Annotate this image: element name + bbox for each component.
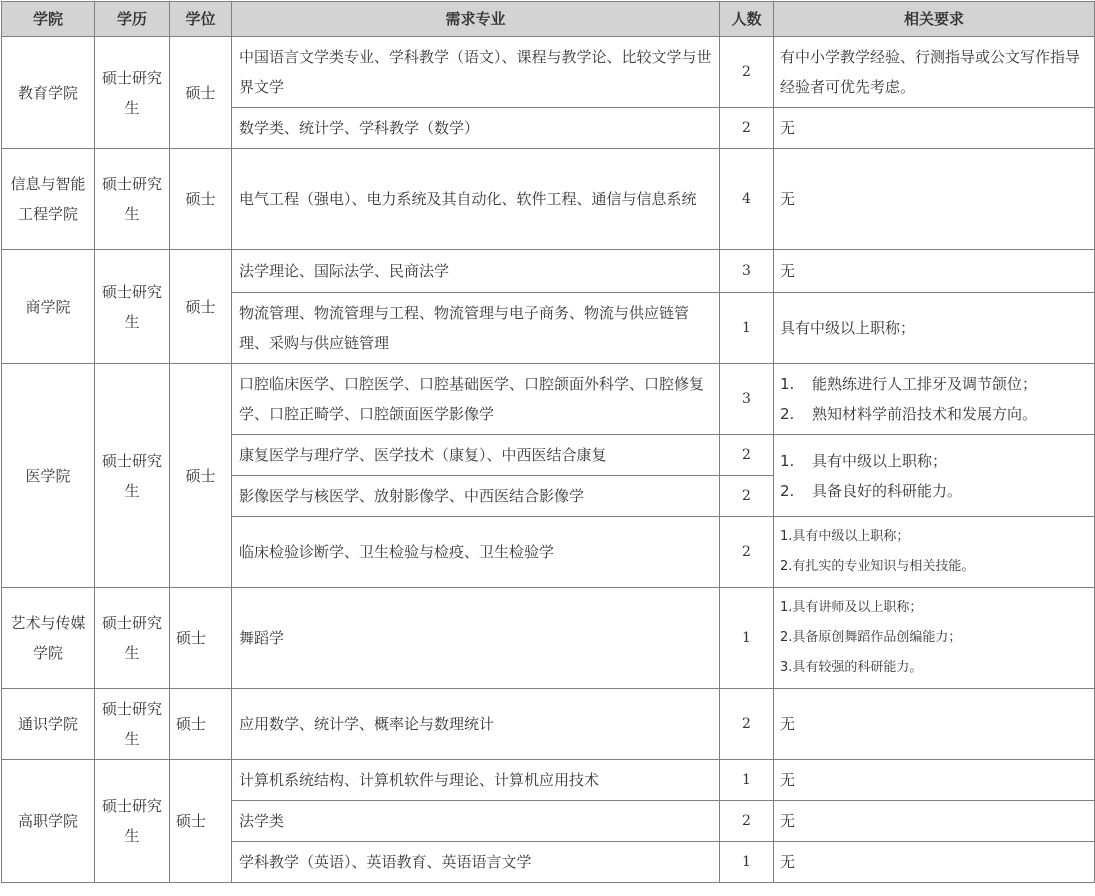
degree-cell: 硕士	[170, 689, 232, 760]
requirement-item	[780, 369, 1088, 399]
count-cell: 1	[720, 760, 774, 801]
major-cell: 数学类、统计学、学科教学（数学）	[232, 108, 720, 149]
count-cell: 1	[720, 293, 774, 364]
college-cell: 医学院	[2, 364, 95, 588]
requirement-cell: 具有中级以上职称；	[774, 293, 1095, 364]
major-cell: 法学理论、国际法学、民商法学	[232, 250, 720, 293]
college-cell: 教育学院	[2, 37, 95, 149]
count-cell: 3	[720, 364, 774, 435]
education-cell: 硕士研究生	[95, 149, 170, 250]
requirement-cell: 无	[774, 149, 1095, 250]
header-major: 需求专业	[232, 2, 720, 37]
major-cell: 临床检验诊断学、卫生检验与检疫、卫生检验学	[232, 517, 720, 588]
education-cell: 硕士研究生	[95, 689, 170, 760]
requirement-cell	[774, 517, 1095, 588]
education-cell: 硕士研究生	[95, 760, 170, 883]
item-number: 2.	[780, 481, 795, 500]
table-row	[2, 37, 1095, 108]
count-cell: 2	[720, 689, 774, 760]
major-cell: 舞蹈学	[232, 588, 720, 689]
requirement-cell: 无	[774, 250, 1095, 293]
header-college: 学院	[2, 2, 95, 37]
education-cell: 硕士研究生	[95, 588, 170, 689]
degree-cell: 硕士	[170, 250, 232, 364]
count-cell: 4	[720, 149, 774, 250]
item-text: 熟知材料学前沿技术和发展方向。	[812, 405, 1038, 423]
header-degree: 学位	[170, 2, 232, 37]
table-row	[2, 760, 1095, 801]
major-cell: 康复医学与理疗学、医学技术（康复）、中西医结合康复	[232, 435, 720, 476]
table-row	[2, 689, 1095, 760]
requirement-item	[780, 399, 1088, 429]
header-count: 人数	[720, 2, 774, 37]
requirement-cell	[774, 364, 1095, 435]
requirement-cell	[774, 588, 1095, 689]
header-requirements: 相关要求	[774, 2, 1095, 37]
item-text: 具有中级以上职称；	[812, 451, 948, 470]
item-number: 2.	[780, 405, 795, 423]
major-cell: 物流管理、物流管理与工程、物流管理与电子商务、物流与供应链管理、采购与供应链管理	[232, 293, 720, 364]
item-number: 1.	[780, 451, 795, 470]
count-cell: 2	[720, 476, 774, 517]
count-cell: 2	[720, 517, 774, 588]
degree-cell: 硕士	[170, 588, 232, 689]
college-cell: 通识学院	[2, 689, 95, 760]
requirement-line: 3.具有较强的科研能力。	[780, 660, 923, 675]
requirement-line: 2.具备原创舞蹈作品创编能力；	[780, 630, 962, 645]
requirement-cell: 无	[774, 108, 1095, 149]
header-education: 学历	[95, 2, 170, 37]
degree-cell: 硕士	[170, 760, 232, 883]
major-cell: 计算机系统结构、计算机软件与理论、计算机应用技术	[232, 760, 720, 801]
degree-cell: 硕士	[170, 364, 232, 588]
requirement-cell: 无	[774, 801, 1095, 842]
major-cell: 法学类	[232, 801, 720, 842]
count-cell: 2	[720, 37, 774, 108]
degree-cell: 硕士	[170, 149, 232, 250]
count-cell: 2	[720, 435, 774, 476]
major-cell: 应用数学、统计学、概率论与数理统计	[232, 689, 720, 760]
requirement-cell: 无	[774, 689, 1095, 760]
table-row	[2, 364, 1095, 435]
requirement-line: 1.具有讲师及以上职称；	[780, 600, 923, 615]
item-text: 具备良好的科研能力。	[812, 481, 963, 500]
recruitment-table	[1, 1, 1095, 883]
major-cell: 中国语言文学类专业、学科教学（语文）、课程与教学论、比较文学与世界文学	[232, 37, 720, 108]
education-cell: 硕士研究生	[95, 250, 170, 364]
major-cell: 电气工程（强电）、电力系统及其自动化、软件工程、通信与信息系统	[232, 149, 720, 250]
requirement-cell: 有中小学教学经验、行测指导或公文写作指导经验者可优先考虑。	[774, 37, 1095, 108]
count-cell: 1	[720, 842, 774, 883]
requirement-line: 1.具有中级以上职称；	[780, 529, 910, 544]
college-cell: 高职学院	[2, 760, 95, 883]
requirement-item	[780, 446, 1088, 476]
requirement-cell	[774, 435, 1095, 517]
header-row	[2, 2, 1095, 37]
requirement-item	[780, 476, 1088, 506]
table-row	[2, 250, 1095, 293]
count-cell: 2	[720, 801, 774, 842]
count-cell: 3	[720, 250, 774, 293]
education-cell: 硕士研究生	[95, 364, 170, 588]
count-cell: 2	[720, 108, 774, 149]
table-row	[2, 588, 1095, 689]
requirement-cell: 无	[774, 760, 1095, 801]
major-cell: 口腔临床医学、口腔医学、口腔基础医学、口腔颌面外科学、口腔修复学、口腔正畸学、口腔颌面医学影像学	[232, 364, 720, 435]
major-cell: 影像医学与核医学、放射影像学、中西医结合影像学	[232, 476, 720, 517]
count-cell: 1	[720, 588, 774, 689]
education-cell: 硕士研究生	[95, 37, 170, 149]
major-cell: 学科教学（英语）、英语教育、英语语言文学	[232, 842, 720, 883]
requirement-cell: 无	[774, 842, 1095, 883]
table-row	[2, 149, 1095, 250]
item-number: 1.	[780, 375, 795, 393]
college-cell: 商学院	[2, 250, 95, 364]
college-cell: 艺术与传媒学院	[2, 588, 95, 689]
college-cell: 信息与智能工程学院	[2, 149, 95, 250]
requirement-line: 2.有扎实的专业知识与相关技能。	[780, 559, 975, 574]
item-text: 能熟练进行人工排牙及调节颌位；	[812, 375, 1038, 393]
degree-cell: 硕士	[170, 37, 232, 149]
